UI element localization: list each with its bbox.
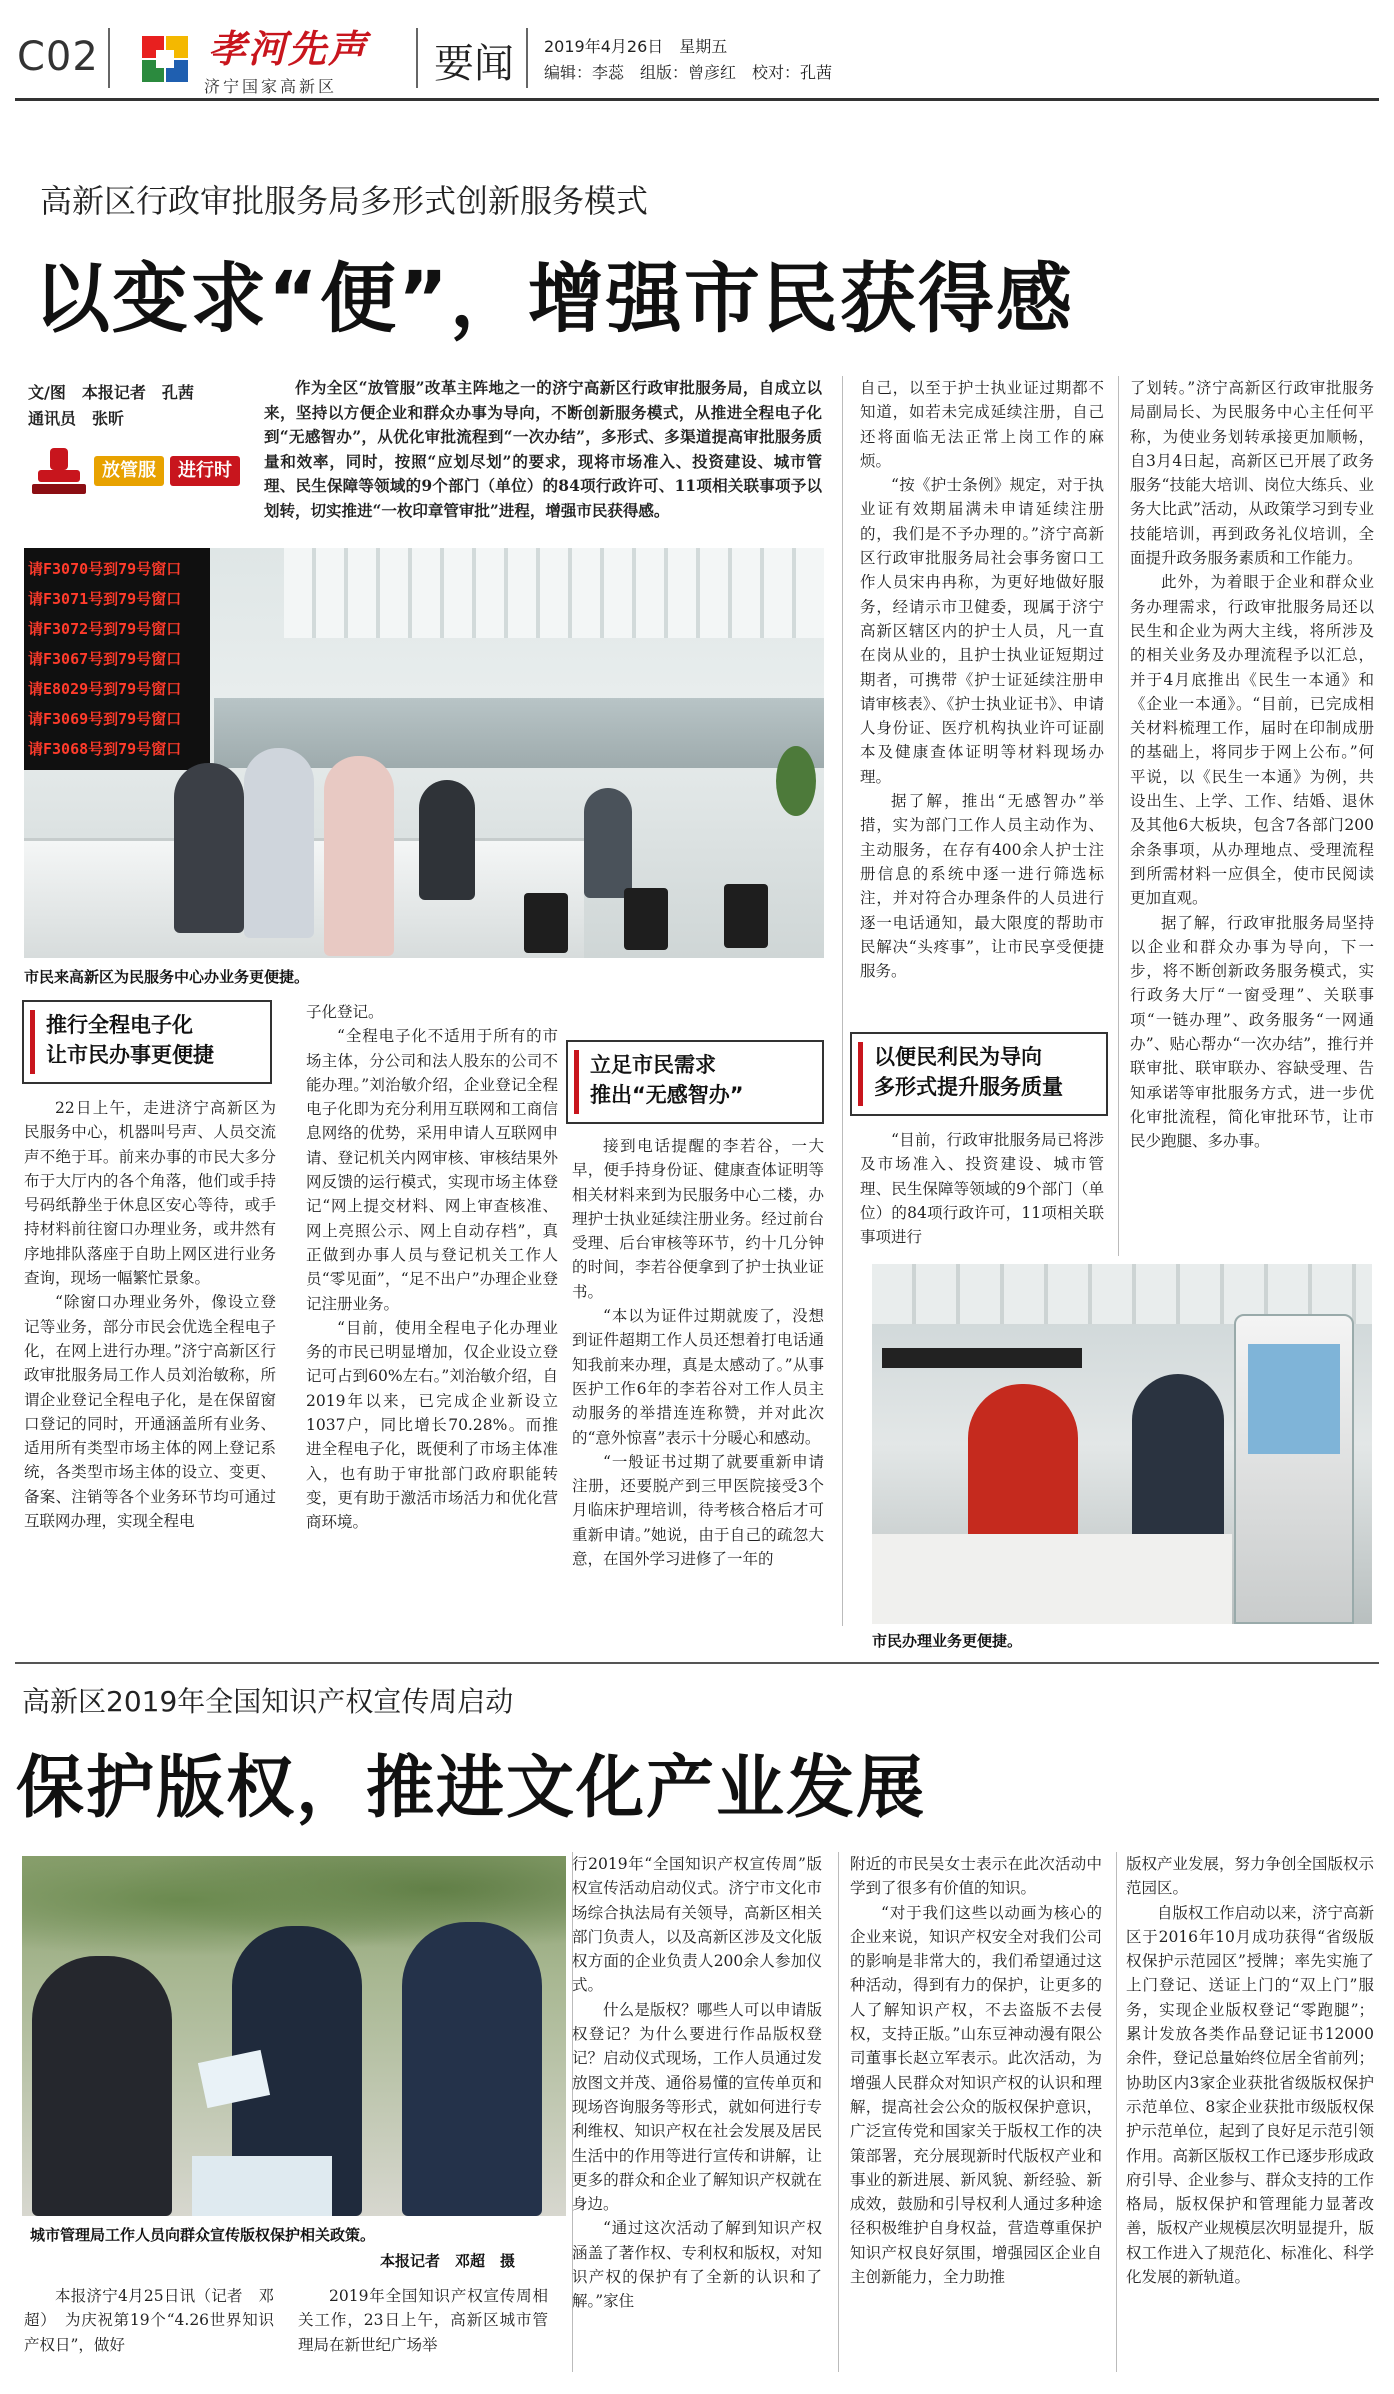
paragraph: 版权产业发展，努力争创全国版权示范园区。	[1126, 1855, 1375, 1898]
red-stamp-icon	[30, 446, 88, 498]
service-hall-photo	[24, 548, 824, 958]
subhead-2	[566, 1040, 824, 1124]
paragraph: “目前，行政审批服务局已将涉及市场准入、投资建设、城市管理、民生保障等领域的9个部门（单位）的84项行政许可，11项相关联事项进行	[860, 1131, 1104, 1247]
paragraph: “本以为证件过期就废了，没想到证件超期工作人员还想着打电话通知我前来办理，真是太感动了。”从事医护工作6年的李若谷对工作人员主动服务的举措连连称赞，并对此次的“意外惊喜”表示十分暖心和感动。	[572, 1307, 824, 1447]
paragraph: “一般证书过期了就要重新申请注册，还要脱产到三甲医院接受3个月临床护理培训，待考核合格后才可重新申请。”她说，由于自己的疏忽大意，在国外学习进修了一年的	[572, 1452, 824, 1569]
chair	[624, 888, 668, 950]
paragraph: “按《护士条例》规定，对于执业证有效期届满未申请延续注册的，我们是不予办理的。”济宁高新区行政审批服务局社会事务窗口工作人员宋冉冉称，为更好地做好服务，经请示市卫健委，现属于济宁高新区辖区内的护士人员，凡一直在岗从业的，且护士执业证短期过期者，可携带《护士证延续注册申请审核表》、《护士执业证书》、申请人身份证、医疗机构执业许可证副本及健康查体证明等材料现场办理。	[860, 476, 1104, 786]
column-rule	[838, 1852, 839, 2372]
article1-col-1	[24, 1096, 276, 1533]
subhead-3-line2: 多形式提升服务质量	[874, 1075, 1063, 1099]
person-figure	[419, 780, 475, 900]
paragraph: 22日上午，走进济宁高新区为民服务中心，机器叫号声、人员交流声不绝于耳。前来办事的市民大多分布于大厅内的各个角落，他们或手持号码纸静坐于休息区安心等待，或手持材料前往窗口办理业务，或井然有序地排队落座于自助上网区进行业务查询，现场一幅繁忙景象。	[24, 1099, 276, 1288]
article1-lead	[264, 376, 822, 523]
photo3-caption: 城市管理局工作人员向群众宣传版权保护相关政策。	[30, 2226, 376, 2244]
paper-subname: 济宁国家高新区	[204, 77, 338, 96]
screen-row: 请F3070号到79号窗口	[28, 560, 182, 578]
article2-col-2	[572, 1852, 822, 2314]
person-figure	[32, 1956, 172, 2216]
paragraph: 此外，为着眼于企业和群众业务办理需求，行政审批服务局还以民生和企业为两大主线，将所涉及的相关业务及办理流程予以汇总，并于4月底推出《民生一本通》和《企业一本通》。“目前，已完成相关材料梳理工作，届时在印制成册的基础上，将同步于网上公布。”何平说，以《民生一本通》为例，共设出生、上学、工作、结婚、退休及其他6大板块，包含7各部门200余条事项，从办理地点、受理流程到所需材料一应俱全，使市民阅读更加直观。	[1130, 573, 1374, 908]
page-code: C02	[17, 34, 99, 80]
paragraph: 附近的市民吴女士表示在此次活动中学到了很多有价值的知识。	[850, 1855, 1102, 1898]
paragraph: 据了解，行政审批服务局坚持以企业和群众办事为导向，下一步，将不断创新政务服务模式，实行政务大厅“一窗受理”、关联事项“一链办理”、政务服务“一网通办”、贴心帮办“一次办结”，推行并联审批、联审联办、容缺受理、告知承诺等审批服务方式，进一步优化审批流程，简化审批环节，让市民少跑腿、多办事。	[1130, 913, 1374, 1151]
copyright-promo-photo	[22, 1856, 566, 2216]
masthead-divider-2	[416, 28, 418, 88]
staff-line: 编辑：李蕊 组版：曾彦红 校对：孔茜	[544, 63, 833, 82]
article1-kicker: 高新区行政审批服务局多形式创新服务模式	[40, 182, 649, 220]
subhead-1-line1: 推行全程电子化	[46, 1013, 193, 1037]
column-rule	[1118, 376, 1119, 1256]
article1-col-2	[306, 1000, 558, 1535]
masthead-divider-1	[108, 28, 110, 88]
screen-row: 请F3071号到79号窗口	[28, 590, 182, 608]
subhead-1-line2: 让市民办事更便捷	[46, 1043, 214, 1067]
paragraph: “通过这次活动了解到知识产权涵盖了著作权、专利权和版权，对知识产权的保护有了全新的认识和了解。”家住	[572, 2219, 822, 2311]
plant	[776, 746, 816, 816]
paragraph: 本报济宁4月25日讯（记者 邓超） 为庆祝第19个“4.26世界知识产权日”，做好	[24, 2287, 274, 2354]
paper-logo	[142, 36, 188, 82]
screen-row: 请F3068号到79号窗口	[28, 740, 182, 758]
subhead-2-line1: 立足市民需求	[590, 1053, 716, 1077]
paper-name: 孝河先声	[208, 26, 369, 71]
screen-row: 请F3069号到79号窗口	[28, 710, 182, 728]
article2-col-3	[850, 1852, 1102, 2289]
person-figure	[244, 748, 314, 938]
paragraph: 子化登记。	[306, 1003, 384, 1021]
paragraph: 自己，以至于护士执业证过期都不知道，如若未完成延续注册，自己还将面临无法正常上岗工作的麻烦。	[860, 379, 1104, 470]
person-figure	[584, 788, 632, 898]
paragraph: “对于我们这些以动画为核心的企业来说，知识产权安全对我们公司的影响是非常大的，我们希望通过这种活动，得到有力的保护，让更多的人了解知识产权，不去盗版不去侵权，支持正版。”山东豆神动漫有限公司董事长赵立军表示。此次活动，为增强人民群众对知识产权的认识和理解，提高社会公众的版权保护意识，广泛宣传党和国家关于版权工作的决策部署，充分展现新时代版权产业和事业的新进展、新风貌、新经验、新成效，鼓励和引导权利人通过多种途径积极维护自身权益，营造尊重保护知识产权良好氛围，增强园区企业自主创新能力，全力助推	[850, 1903, 1102, 2287]
paragraph: 行2019年“全国知识产权宣传周”版权宣传活动启动仪式。济宁市文化市场综合执法局有关领导，高新区相关部门负责人，以及高新区涉及文化版权方面的企业负责人200余人参加仪式。	[572, 1855, 822, 1995]
paragraph: “全程电子化不适用于所有的市场主体，分公司和法人股东的公司不能办理。”刘治敏介绍，企业登记全程电子化即为充分利用互联网和工商信息网络的优势，采用申请人互联网申请、登记机关内网审核、审核结果外网反馈的运行模式，实现市场主体登记“网上提交材料、网上审查核准、网上亮照公示、网上自动存档”，真正做到办事人员与登记机关工作人员“零见面”，“足不出户”办理企业登记注册业务。	[306, 1027, 558, 1313]
article1-col-4b	[860, 1128, 1104, 1249]
paragraph: 自版权工作启动以来，济宁高新区于2016年10月成功获得“省级版权保护示范园区”授牌；率先实施了上门登记、送证上门的“双上门”服务，实现企业版权登记“零跑腿”；累计发放各类作品登记证书12000余件，登记总量始终位居全省前列；协助区内3家企业获批省级版权保护示范单位、8家企业获批市级版权保护示范单位，起到了良好足示范引领作用。高新区版权工作已逐步形成政府引导、企业参与、群众支持的工作格局，版权保护和管理能力显著改善，版权产业规模层次明显提升，版权工作进入了规范化、标准化、科学化发展的新轨道。	[1126, 1903, 1375, 2287]
column-rule	[842, 376, 843, 1626]
chair	[524, 893, 568, 953]
article2-kicker: 高新区2019年全国知识产权宣传周启动	[22, 1685, 514, 1718]
article1-col-4	[860, 376, 1104, 983]
article1-headline: 以变求“便”，增强市民获得感	[34, 254, 1074, 343]
lead-paragraph: 作为全区“放管服”改革主阵地之一的济宁高新区行政审批服务局，自成立以来，坚持以方便企业和群众办事为导向，不断创新服务模式，从推进全程电子化到“无感智办”，从优化审批流程到“一次办结”，多形式、多渠道提高审批服务质量和效率，同时，按照“应划尽划”的要求，现将市场准入、投资建设、城市管理、民生保障等领域的9个部门（单位）的84项行政许可、11项相关联事项予以划转，切实推进“一枚印章管审批”进程，增强市民获得感。	[264, 378, 822, 520]
paragraph: “目前，使用全程电子化办理业务的市民已明显增加，仅企业设立登记可占到60%左右。”刘治敏介绍，自2019年以来，已完成企业新设立1037户，同比增长70.28%。而推进全程电子化，既便利了市场主体准入，也有助于审批部门政府职能转变，更有助于激活市场活力和优化营商环境。	[306, 1318, 558, 1532]
badge-label-b: 进行时	[170, 456, 240, 486]
article1-byline-2: 通讯员 张昕	[28, 409, 125, 428]
paragraph: “除窗口办理业务外，像设立登记等业务，部分市民会优选全程电子化，在网上进行办理。”济宁高新区行政审批服务局工作人员刘治敏称，所谓企业登记全程电子化，是在保留窗口登记的同时，开通涵盖所有业务、适用所有类型市场主体的网上登记系统，各类型市场主体的设立、变更、备案、注销等各个业务环节均可通过互联网办理，实现全程电	[24, 1293, 276, 1531]
column-rule	[1116, 1852, 1117, 2372]
article1-byline-1: 文/图 本报记者 孔茜	[28, 383, 194, 402]
section-divider	[15, 1662, 1379, 1664]
screen-row: 请F3072号到79号窗口	[28, 620, 182, 638]
person-figure	[402, 1922, 542, 2216]
screen-row: 请F3067号到79号窗口	[28, 650, 182, 668]
article1-col-3	[572, 1134, 824, 1571]
paragraph: 什么是版权？哪些人可以申请版权登记？为什么要进行作品版权登记？启动仪式现场，工作人员通过发放图文并茂、通俗易懂的宣传单页和现场咨询服务等形式，就如何进行专利维权、知识产权在社会发展及居民生活中的作用等进行宣传和讲解，让更多的群众和企业了解知识产权就在身边。	[572, 2000, 822, 2214]
subhead-2-line2: 推出“无感智办”	[590, 1083, 744, 1107]
counter-desk	[872, 1534, 1232, 1624]
display-board	[192, 2156, 332, 2216]
policy-badge	[24, 440, 252, 502]
article2-headline: 保护版权，推进文化产业发展	[16, 1749, 927, 1828]
article2-col-1	[24, 2284, 274, 2357]
led-strip	[882, 1348, 1082, 1368]
paragraph: 了划转。”济宁高新区行政审批服务局副局长、为民服务中心主任何平称，为使业务划转承接更加顺畅，自3月4日起，高新区已开展了政务服务“技能大培训、岗位大练兵、业务大比武”活动，从政策学习到专业技能培训，再到政务礼仪培训，全面提升政务服务素质和工作能力。	[1130, 379, 1374, 568]
masthead-divider-3	[526, 28, 528, 88]
masthead-rule	[15, 98, 1379, 101]
paragraph: 据了解，推出“无感智办”举措，实为部门工作人员主动作为、主动服务，在存有400余人护士注册信息的系统中逐一进行筛选标注，并对符合办理条件的人员进行逐一电话通知，最大限度的帮助市民解决“头疼事”，让市民享受便捷服务。	[860, 792, 1104, 981]
photo1-caption: 市民来高新区为民服务中心办业务更便捷。	[24, 968, 310, 986]
subhead-3	[850, 1032, 1108, 1116]
issue-date: 2019年4月26日 星期五	[544, 37, 728, 56]
person-figure	[174, 763, 244, 933]
section-name: 要闻	[434, 41, 514, 87]
photo3-credit: 本报记者 邓超 摄	[380, 2252, 516, 2270]
article1-col-5	[1130, 376, 1374, 1154]
subhead-3-line1: 以便民利民为导向	[874, 1045, 1042, 1069]
paragraph: 2019年全国知识产权宣传周相关工作，23日上午，高新区城市管理局在新世纪广场举	[298, 2287, 548, 2354]
photo2-caption: 市民办理业务更便捷。	[872, 1632, 1023, 1650]
badge-label-a: 放管服	[94, 456, 164, 486]
article2-col-4	[1126, 1852, 1374, 2289]
article2-col-2-lead	[298, 2284, 548, 2357]
person-figure	[324, 756, 394, 956]
subhead-1	[22, 1000, 272, 1084]
chair	[724, 884, 768, 948]
paragraph: 接到电话提醒的李若谷，一大早，便手持身份证、健康查体证明等相关材料来到为民服务中心二楼，办理护士执业延续注册业务。经过前台受理、后台审核等环节，约十几分钟的时间，李若谷便拿到了护士执业证书。	[572, 1137, 824, 1301]
screen-row: 请E8029号到79号窗口	[28, 680, 182, 698]
kiosk-photo	[872, 1264, 1372, 1624]
colorful-square-logo-icon	[142, 36, 188, 82]
queue-display-screen	[24, 548, 210, 770]
